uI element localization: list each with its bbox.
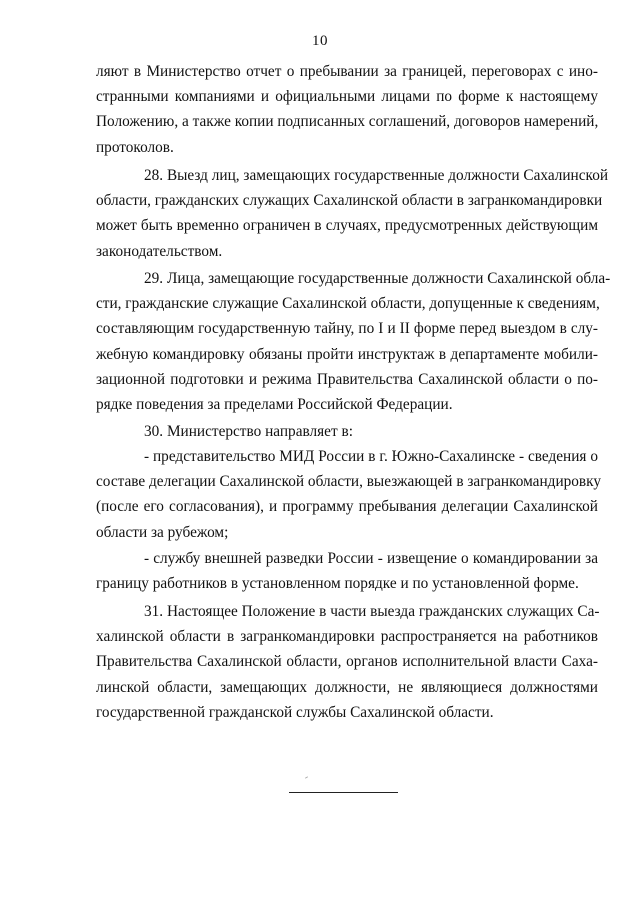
text-line: законодательством. — [96, 242, 223, 260]
text-line: сти, гражданские служащие Сахалинской области, допущенные к сведениям, — [96, 295, 600, 313]
text-line: (после его согласования), и программу пребывания делегации Сахалинской — [96, 498, 598, 516]
paragraph-30 — [96, 419, 598, 444]
text-line: государственной гражданской службы Сахалинской области. — [96, 703, 494, 721]
text-line: ляют в Министерство отчет о пребывании за границей, переговорах с ино- — [96, 63, 598, 80]
text-line: странными компаниями и официальными лицами по форме к настоящему — [96, 88, 598, 106]
text-line: Положению, а также копии подписанных соглашений, договоров намерений, — [96, 113, 599, 131]
text-line: составе делегации Сахалинской области, выезжающей в загранкомандировку — [96, 473, 602, 491]
text-line: рядке поведения за пределами Российской Федерации. — [96, 395, 453, 413]
paragraph-28 — [96, 163, 609, 264]
scan-speck — [305, 776, 308, 778]
text-line: области, гражданских служащих Сахалинской области в загранкомандировки — [96, 192, 603, 210]
text-line: может быть временно ограничен в случаях, предусмотренных действующим — [96, 217, 598, 235]
text-line: - представительство МИД России в г. Южно-Сахалинске - сведения о — [144, 448, 598, 465]
text-line: линской области, замещающих должности, не являющиеся должностями — [96, 678, 598, 696]
text-line: области за рубежом; — [96, 523, 229, 541]
text-line: границу работников в установленном порядке и по установленной форме. — [96, 575, 579, 593]
text-line: Правительства Сахалинской области, органов исполнительной власти Саха- — [96, 653, 598, 671]
text-line: 30. Министерство направляет в: — [144, 423, 353, 440]
paragraph-continuation — [96, 59, 598, 160]
paragraph-30-item-mid — [96, 444, 602, 545]
text-line: 29. Лица, замещающие государственные должности Сахалинской обла- — [144, 270, 611, 287]
text-line: 31. Настоящее Положение в части выезда гражданских служащих Са- — [144, 603, 600, 620]
text-line: халинской области в загранкомандировки распространяется на работников — [96, 628, 598, 646]
paragraph-30-item-svr — [96, 546, 598, 596]
text-line: протоколов. — [96, 138, 174, 156]
text-line: составляющим государственную тайну, по I и II форме перед выездом в слу- — [96, 320, 598, 338]
page-number: 10 — [312, 33, 328, 49]
paragraph-29 — [96, 266, 611, 417]
paragraph-31 — [96, 599, 598, 725]
text-line: жебную командировку обязаны пройти инструктаж в департаменте мобили- — [96, 345, 598, 363]
text-line: зационной подготовки и режима Правительства Сахалинской области о по- — [96, 370, 598, 388]
end-of-document-rule — [289, 792, 398, 793]
text-line: - службу внешней разведки России - извещение о командировании за — [144, 550, 598, 567]
text-line: 28. Выезд лиц, замещающих государственные должности Сахалинской — [144, 167, 609, 184]
